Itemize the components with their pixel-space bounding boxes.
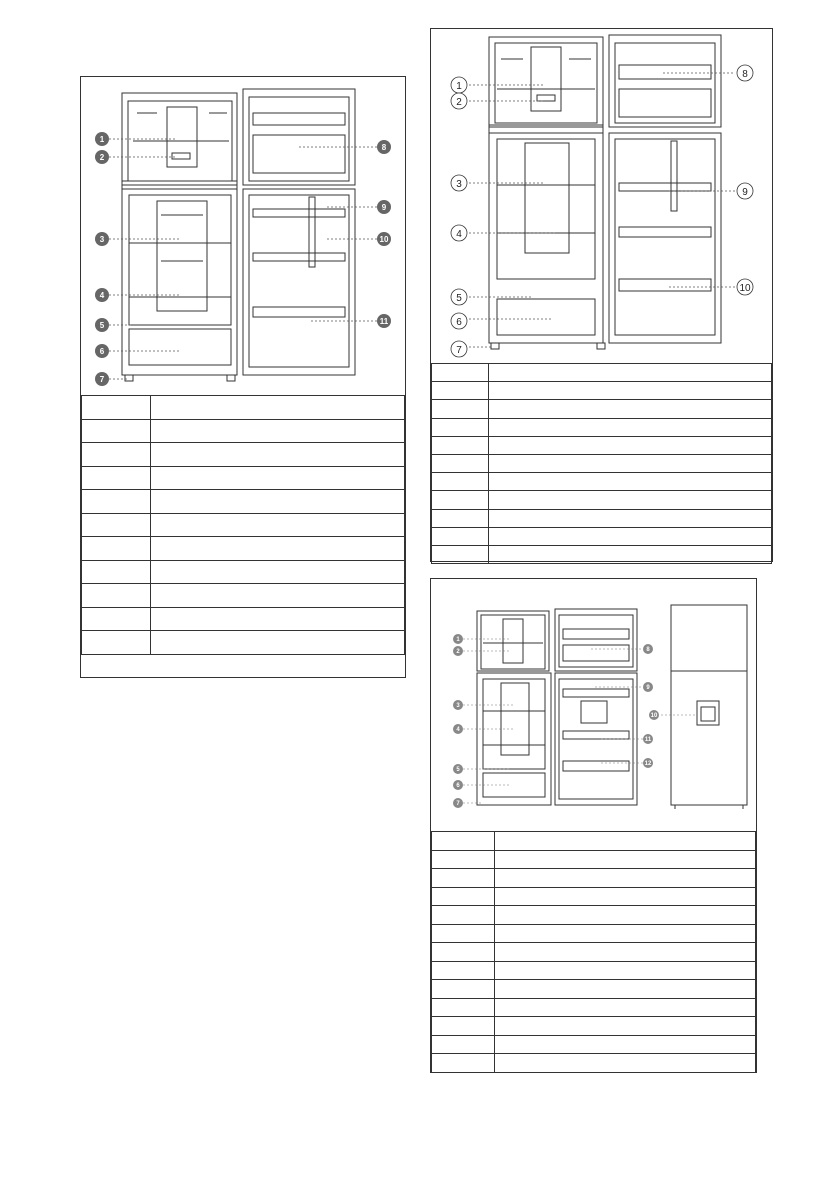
callout-7: 7 — [99, 375, 105, 384]
fridge-diagram-3 — [431, 579, 756, 831]
parts-table-row — [432, 1017, 756, 1036]
part-number-cell — [432, 961, 495, 980]
parts-table-row — [82, 537, 405, 561]
part-name-cell — [489, 545, 772, 563]
parts-table-row — [432, 418, 772, 436]
part-number-cell — [432, 832, 495, 851]
parts-table-row — [82, 513, 405, 537]
part-number-cell — [432, 509, 489, 527]
part-number-cell — [82, 513, 151, 537]
diagram-panel-3 — [430, 578, 757, 1073]
parts-table-3 — [431, 831, 756, 1073]
part-name-cell — [151, 607, 405, 631]
diagram-panel-1 — [80, 76, 406, 678]
parts-table-row — [82, 443, 405, 467]
parts-table-1 — [81, 395, 405, 655]
parts-table-row — [432, 850, 756, 869]
callout-9: 9 — [646, 685, 650, 691]
parts-table-row — [82, 419, 405, 443]
part-number-cell — [432, 1017, 495, 1036]
callout-4: 4 — [99, 291, 105, 300]
part-number-cell — [432, 869, 495, 888]
part-number-cell — [432, 418, 489, 436]
callout-1: 1 — [456, 637, 460, 643]
part-number-cell — [432, 1054, 495, 1073]
parts-table-row — [432, 400, 772, 418]
parts-table-row — [82, 584, 405, 608]
part-number-cell — [82, 443, 151, 467]
part-number-cell — [432, 1035, 495, 1054]
part-name-cell — [495, 1054, 756, 1073]
part-name-cell — [151, 560, 405, 584]
parts-table-row — [432, 454, 772, 472]
parts-table-row — [82, 631, 405, 655]
parts-table-row — [82, 490, 405, 514]
part-name-cell — [495, 1017, 756, 1036]
parts-table-row — [432, 906, 756, 925]
parts-table-row — [432, 527, 772, 545]
callout-8: 8 — [381, 143, 387, 152]
parts-table-row — [82, 560, 405, 584]
callout-8: 8 — [742, 69, 748, 80]
parts-table-row — [432, 545, 772, 563]
fridge-diagram-2 — [431, 29, 772, 363]
callout-3: 3 — [456, 703, 460, 709]
part-name-cell — [495, 961, 756, 980]
callout-3: 3 — [99, 235, 105, 244]
parts-table-row — [82, 607, 405, 631]
callout-6: 6 — [99, 347, 105, 356]
part-number-cell — [432, 980, 495, 999]
callout-11: 11 — [644, 737, 652, 743]
callout-6: 6 — [456, 317, 462, 328]
part-name-cell — [489, 364, 772, 382]
parts-table-row — [432, 364, 772, 382]
callout-4: 4 — [456, 727, 460, 733]
part-name-cell — [489, 436, 772, 454]
part-name-cell — [489, 382, 772, 400]
part-name-cell — [151, 513, 405, 537]
part-name-cell — [489, 454, 772, 472]
parts-table-row — [432, 980, 756, 999]
part-name-cell — [151, 466, 405, 490]
parts-table-row — [82, 466, 405, 490]
parts-table-row — [432, 998, 756, 1017]
part-name-cell — [495, 924, 756, 943]
parts-table-row — [432, 832, 756, 851]
callout-2: 2 — [456, 649, 460, 655]
part-number-cell — [432, 454, 489, 472]
parts-table-row — [432, 943, 756, 962]
part-number-cell — [82, 396, 151, 420]
callout-9: 9 — [381, 203, 387, 212]
part-number-cell — [432, 998, 495, 1017]
callout-8: 8 — [646, 647, 650, 653]
part-number-cell — [432, 924, 495, 943]
part-name-cell — [151, 490, 405, 514]
part-name-cell — [151, 396, 405, 420]
callout-6: 6 — [456, 783, 460, 789]
part-number-cell — [432, 382, 489, 400]
part-name-cell — [489, 418, 772, 436]
parts-table-row — [432, 887, 756, 906]
parts-table-2 — [431, 363, 772, 564]
part-number-cell — [82, 560, 151, 584]
part-name-cell — [495, 906, 756, 925]
part-number-cell — [432, 400, 489, 418]
part-number-cell — [432, 887, 495, 906]
part-number-cell — [432, 491, 489, 509]
part-name-cell — [489, 400, 772, 418]
part-name-cell — [495, 832, 756, 851]
parts-table-row — [82, 396, 405, 420]
part-number-cell — [82, 607, 151, 631]
parts-table-row — [432, 924, 756, 943]
part-name-cell — [151, 584, 405, 608]
callout-3: 3 — [456, 179, 462, 190]
part-name-cell — [489, 473, 772, 491]
parts-table-row — [432, 1035, 756, 1054]
part-number-cell — [432, 527, 489, 545]
callout-2: 2 — [99, 153, 105, 162]
parts-table-row — [432, 436, 772, 454]
part-number-cell — [432, 473, 489, 491]
parts-table-row — [432, 382, 772, 400]
callout-1: 1 — [99, 135, 105, 144]
callout-1: 1 — [456, 81, 462, 92]
parts-table-row — [432, 491, 772, 509]
callout-10: 10 — [379, 235, 389, 244]
part-name-cell — [495, 980, 756, 999]
part-name-cell — [489, 527, 772, 545]
part-name-cell — [495, 943, 756, 962]
part-name-cell — [495, 850, 756, 869]
part-number-cell — [432, 436, 489, 454]
part-name-cell — [489, 491, 772, 509]
callout-7: 7 — [456, 801, 460, 807]
callout-5: 5 — [99, 321, 105, 330]
callout-12: 12 — [644, 761, 652, 767]
parts-table-row — [432, 869, 756, 888]
part-name-cell — [151, 443, 405, 467]
part-number-cell — [82, 537, 151, 561]
callout-11: 11 — [379, 317, 389, 326]
part-name-cell — [495, 869, 756, 888]
part-name-cell — [495, 1035, 756, 1054]
callout-4: 4 — [456, 229, 462, 240]
parts-table-row — [432, 961, 756, 980]
callout-10: 10 — [650, 713, 658, 719]
callout-10: 10 — [739, 283, 751, 294]
callout-5: 5 — [456, 293, 462, 304]
callout-7: 7 — [456, 345, 462, 356]
diagram-panel-2 — [430, 28, 773, 562]
part-name-cell — [495, 998, 756, 1017]
callout-5: 5 — [456, 767, 460, 773]
part-number-cell — [82, 490, 151, 514]
part-name-cell — [151, 419, 405, 443]
parts-table-row — [432, 1054, 756, 1073]
part-name-cell — [495, 887, 756, 906]
part-number-cell — [82, 584, 151, 608]
part-number-cell — [432, 906, 495, 925]
part-name-cell — [151, 631, 405, 655]
part-number-cell — [432, 364, 489, 382]
part-number-cell — [82, 466, 151, 490]
part-name-cell — [151, 537, 405, 561]
part-number-cell — [82, 419, 151, 443]
part-number-cell — [432, 943, 495, 962]
part-number-cell — [432, 545, 489, 563]
parts-table-row — [432, 473, 772, 491]
fridge-diagram-1 — [81, 77, 405, 395]
part-number-cell — [432, 850, 495, 869]
part-name-cell — [489, 509, 772, 527]
parts-table-row — [432, 509, 772, 527]
part-number-cell — [82, 631, 151, 655]
callout-9: 9 — [742, 187, 748, 198]
callout-2: 2 — [456, 97, 462, 108]
